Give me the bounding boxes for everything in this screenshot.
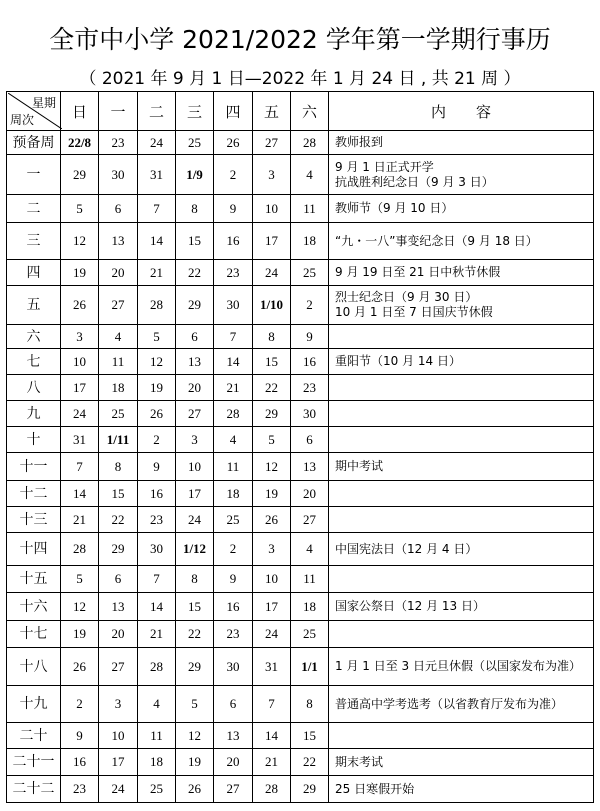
date-cell: 27 bbox=[214, 776, 253, 803]
date-cell: 21 bbox=[214, 375, 253, 401]
content-header: 内 容 bbox=[329, 92, 594, 131]
date-cell: 25 bbox=[138, 776, 176, 803]
table-row bbox=[7, 427, 594, 453]
content-cell bbox=[329, 286, 594, 325]
day-header: 二 bbox=[138, 92, 176, 131]
table-row bbox=[7, 507, 594, 533]
content-cell bbox=[329, 260, 594, 286]
table-row bbox=[7, 723, 594, 749]
date-cell: 16 bbox=[214, 593, 253, 621]
date-cell: 12 bbox=[138, 349, 176, 375]
date-cell: 16 bbox=[61, 749, 99, 776]
week-cell: 七 bbox=[7, 349, 61, 375]
week-cell: 十九 bbox=[7, 686, 61, 723]
content-cell bbox=[329, 155, 594, 195]
date-cell: 31 bbox=[61, 427, 99, 453]
table-row bbox=[7, 286, 594, 325]
table-row bbox=[7, 375, 594, 401]
date-cell: 29 bbox=[176, 286, 214, 325]
date-cell: 30 bbox=[291, 401, 329, 427]
date-cell: 22 bbox=[176, 260, 214, 286]
content-cell bbox=[329, 131, 594, 155]
content-cell bbox=[329, 593, 594, 621]
date-cell: 20 bbox=[99, 621, 138, 648]
date-cell: 9 bbox=[214, 566, 253, 593]
date-cell: 10 bbox=[253, 195, 291, 223]
date-cell: 4 bbox=[138, 686, 176, 723]
date-cell: 21 bbox=[138, 260, 176, 286]
date-cell: 9 bbox=[291, 325, 329, 349]
date-cell: 19 bbox=[138, 375, 176, 401]
date-cell: 7 bbox=[138, 566, 176, 593]
date-cell: 27 bbox=[99, 286, 138, 325]
table-row bbox=[7, 533, 594, 566]
content-cell bbox=[329, 453, 594, 481]
date-cell: 6 bbox=[291, 427, 329, 453]
date-cell: 23 bbox=[291, 375, 329, 401]
date-cell: 29 bbox=[99, 533, 138, 566]
page-title: 全市中小学 2021/2022 学年第一学期行事历 bbox=[49, 25, 551, 54]
week-cell: 十二 bbox=[7, 481, 61, 507]
content-line: 教师报到 bbox=[335, 135, 384, 149]
date-cell: 18 bbox=[138, 749, 176, 776]
header-row bbox=[7, 92, 594, 131]
content-line: 烈士纪念日（9 月 30 日） bbox=[335, 290, 478, 304]
content-cell bbox=[329, 195, 594, 223]
week-cell: 九 bbox=[7, 401, 61, 427]
date-cell: 27 bbox=[176, 401, 214, 427]
content-cell bbox=[329, 427, 594, 453]
corner-label-week: 周次 bbox=[10, 113, 35, 127]
date-cell: 13 bbox=[291, 453, 329, 481]
date-cell: 17 bbox=[253, 593, 291, 621]
week-cell: 六 bbox=[7, 325, 61, 349]
page-subtitle: （ 2021 年 9 月 1 日—2022 年 1 月 24 日 , 共 21 周 ） bbox=[79, 69, 521, 89]
date-cell: 4 bbox=[99, 325, 138, 349]
date-cell: 29 bbox=[253, 401, 291, 427]
week-cell: 十五 bbox=[7, 566, 61, 593]
date-cell: 2 bbox=[138, 427, 176, 453]
date-cell: 15 bbox=[253, 349, 291, 375]
content-line: 国家公祭日（12 月 13 日） bbox=[335, 599, 485, 613]
date-cell: 28 bbox=[138, 648, 176, 686]
date-cell: 22 bbox=[253, 375, 291, 401]
date-cell: 31 bbox=[253, 648, 291, 686]
corner-header-cell bbox=[7, 92, 61, 131]
content-line: 普通高中学考选考（以省教育厅发布为准） bbox=[335, 696, 564, 711]
content-cell bbox=[329, 401, 594, 427]
day-header: 五 bbox=[253, 92, 291, 131]
date-cell: 26 bbox=[61, 648, 99, 686]
week-cell: 十 bbox=[7, 427, 61, 453]
week-cell: 十四 bbox=[7, 533, 61, 566]
date-cell: 11 bbox=[291, 195, 329, 223]
table-row bbox=[7, 401, 594, 427]
date-cell: 5 bbox=[253, 427, 291, 453]
content-line: 9 月 1 日正式开学 bbox=[335, 159, 434, 174]
date-cell: 8 bbox=[291, 686, 329, 723]
date-cell: 26 bbox=[253, 507, 291, 533]
table-row bbox=[7, 195, 594, 223]
corner-label-weekday: 星期 bbox=[31, 96, 56, 110]
date-cell: 15 bbox=[176, 223, 214, 260]
week-cell: 一 bbox=[7, 155, 61, 195]
date-cell: 9 bbox=[138, 453, 176, 481]
date-cell: 16 bbox=[138, 481, 176, 507]
content-line: “九・一八”事变纪念日（9 月 18 日） bbox=[335, 233, 538, 248]
content-line: 抗战胜利纪念日（9 月 3 日） bbox=[335, 174, 494, 189]
date-cell: 27 bbox=[99, 648, 138, 686]
date-cell: 18 bbox=[99, 375, 138, 401]
content-cell bbox=[329, 723, 594, 749]
date-cell: 28 bbox=[138, 286, 176, 325]
date-cell: 13 bbox=[176, 349, 214, 375]
content-line: 期中考试 bbox=[335, 459, 384, 473]
date-cell: 30 bbox=[214, 286, 253, 325]
date-cell: 5 bbox=[176, 686, 214, 723]
date-cell: 26 bbox=[214, 131, 253, 155]
date-cell: 15 bbox=[99, 481, 138, 507]
content-cell bbox=[329, 566, 594, 593]
date-cell: 3 bbox=[61, 325, 99, 349]
week-cell: 五 bbox=[7, 286, 61, 325]
date-cell: 1/1 bbox=[291, 648, 329, 686]
date-cell: 6 bbox=[176, 325, 214, 349]
date-cell: 30 bbox=[99, 155, 138, 195]
table-row bbox=[7, 325, 594, 349]
date-cell: 23 bbox=[61, 776, 99, 803]
date-cell: 2 bbox=[214, 533, 253, 566]
date-cell: 18 bbox=[214, 481, 253, 507]
date-cell: 20 bbox=[214, 749, 253, 776]
date-cell: 26 bbox=[176, 776, 214, 803]
content-line: 期末考试 bbox=[335, 754, 384, 769]
date-cell: 4 bbox=[291, 533, 329, 566]
date-cell: 16 bbox=[214, 223, 253, 260]
table-row bbox=[7, 481, 594, 507]
content-line: 中国宪法日（12 月 4 日） bbox=[335, 541, 478, 556]
content-line: 重阳节（10 月 14 日） bbox=[335, 354, 461, 368]
date-cell: 6 bbox=[99, 566, 138, 593]
date-cell: 7 bbox=[138, 195, 176, 223]
date-cell: 3 bbox=[253, 533, 291, 566]
date-cell: 17 bbox=[99, 749, 138, 776]
day-header: 一 bbox=[99, 92, 138, 131]
table-row bbox=[7, 776, 594, 803]
date-cell: 23 bbox=[214, 260, 253, 286]
day-header: 六 bbox=[291, 92, 329, 131]
date-cell: 18 bbox=[291, 223, 329, 260]
date-cell: 10 bbox=[176, 453, 214, 481]
week-cell: 三 bbox=[7, 223, 61, 260]
date-cell: 12 bbox=[253, 453, 291, 481]
date-cell: 4 bbox=[214, 427, 253, 453]
date-cell: 10 bbox=[61, 349, 99, 375]
date-cell: 22 bbox=[291, 749, 329, 776]
table-row bbox=[7, 686, 594, 723]
date-cell: 25 bbox=[291, 621, 329, 648]
date-cell: 29 bbox=[176, 648, 214, 686]
table-row bbox=[7, 131, 594, 155]
date-cell: 1/9 bbox=[176, 155, 214, 195]
date-cell: 7 bbox=[214, 325, 253, 349]
date-cell: 28 bbox=[214, 401, 253, 427]
date-cell: 23 bbox=[138, 507, 176, 533]
date-cell: 18 bbox=[291, 593, 329, 621]
content-cell bbox=[329, 533, 594, 566]
date-cell: 29 bbox=[291, 776, 329, 803]
date-cell: 24 bbox=[61, 401, 99, 427]
date-cell: 3 bbox=[253, 155, 291, 195]
date-cell: 2 bbox=[291, 286, 329, 325]
date-cell: 14 bbox=[138, 223, 176, 260]
week-cell: 十三 bbox=[7, 507, 61, 533]
date-cell: 24 bbox=[99, 776, 138, 803]
date-cell: 20 bbox=[99, 260, 138, 286]
content-cell bbox=[329, 375, 594, 401]
date-cell: 8 bbox=[176, 195, 214, 223]
date-cell: 22/8 bbox=[61, 131, 99, 155]
date-cell: 13 bbox=[99, 593, 138, 621]
date-cell: 9 bbox=[61, 723, 99, 749]
date-cell: 25 bbox=[99, 401, 138, 427]
date-cell: 28 bbox=[291, 131, 329, 155]
date-cell: 1/11 bbox=[99, 427, 138, 453]
week-cell: 十八 bbox=[7, 648, 61, 686]
date-cell: 16 bbox=[291, 349, 329, 375]
week-cell: 二十二 bbox=[7, 776, 61, 803]
date-cell: 20 bbox=[291, 481, 329, 507]
content-cell bbox=[329, 223, 594, 260]
table-row bbox=[7, 621, 594, 648]
date-cell: 27 bbox=[253, 131, 291, 155]
content-cell bbox=[329, 749, 594, 776]
date-cell: 24 bbox=[176, 507, 214, 533]
date-cell: 20 bbox=[176, 375, 214, 401]
content-line: 9 月 19 日至 21 日中秋节休假 bbox=[335, 265, 501, 279]
date-cell: 5 bbox=[61, 195, 99, 223]
week-cell: 十六 bbox=[7, 593, 61, 621]
date-cell: 8 bbox=[176, 566, 214, 593]
date-cell: 17 bbox=[61, 375, 99, 401]
table-row bbox=[7, 749, 594, 776]
date-cell: 21 bbox=[61, 507, 99, 533]
date-cell: 13 bbox=[99, 223, 138, 260]
date-cell: 22 bbox=[99, 507, 138, 533]
date-cell: 2 bbox=[61, 686, 99, 723]
date-cell: 19 bbox=[176, 749, 214, 776]
content-line: 25 日寒假开始 bbox=[335, 781, 415, 796]
date-cell: 14 bbox=[61, 481, 99, 507]
week-cell: 十一 bbox=[7, 453, 61, 481]
date-cell: 24 bbox=[253, 621, 291, 648]
day-header: 四 bbox=[214, 92, 253, 131]
date-cell: 27 bbox=[291, 507, 329, 533]
date-cell: 5 bbox=[138, 325, 176, 349]
date-cell: 8 bbox=[99, 453, 138, 481]
date-cell: 7 bbox=[253, 686, 291, 723]
table-row bbox=[7, 566, 594, 593]
calendar-table bbox=[6, 91, 594, 803]
content-cell bbox=[329, 776, 594, 803]
date-cell: 17 bbox=[253, 223, 291, 260]
date-cell: 1/12 bbox=[176, 533, 214, 566]
date-cell: 19 bbox=[61, 621, 99, 648]
date-cell: 14 bbox=[138, 593, 176, 621]
table-row bbox=[7, 648, 594, 686]
date-cell: 3 bbox=[99, 686, 138, 723]
date-cell: 14 bbox=[214, 349, 253, 375]
content-line: 10 月 1 日至 7 日国庆节休假 bbox=[335, 305, 493, 319]
date-cell: 10 bbox=[99, 723, 138, 749]
content-cell bbox=[329, 325, 594, 349]
date-cell: 23 bbox=[214, 621, 253, 648]
day-header: 日 bbox=[61, 92, 99, 131]
date-cell: 29 bbox=[61, 155, 99, 195]
date-cell: 28 bbox=[61, 533, 99, 566]
date-cell: 25 bbox=[291, 260, 329, 286]
table-row bbox=[7, 349, 594, 375]
date-cell: 24 bbox=[138, 131, 176, 155]
date-cell: 22 bbox=[176, 621, 214, 648]
date-cell: 4 bbox=[291, 155, 329, 195]
date-cell: 21 bbox=[253, 749, 291, 776]
date-cell: 15 bbox=[291, 723, 329, 749]
date-cell: 1/10 bbox=[253, 286, 291, 325]
date-cell: 11 bbox=[291, 566, 329, 593]
date-cell: 25 bbox=[214, 507, 253, 533]
date-cell: 23 bbox=[99, 131, 138, 155]
table-row bbox=[7, 260, 594, 286]
week-cell: 二 bbox=[7, 195, 61, 223]
date-cell: 9 bbox=[214, 195, 253, 223]
week-cell: 八 bbox=[7, 375, 61, 401]
date-cell: 12 bbox=[61, 593, 99, 621]
table-row bbox=[7, 593, 594, 621]
date-cell: 11 bbox=[214, 453, 253, 481]
date-cell: 12 bbox=[176, 723, 214, 749]
date-cell: 26 bbox=[138, 401, 176, 427]
date-cell: 11 bbox=[99, 349, 138, 375]
content-cell bbox=[329, 349, 594, 375]
date-cell: 6 bbox=[99, 195, 138, 223]
date-cell: 17 bbox=[176, 481, 214, 507]
date-cell: 15 bbox=[176, 593, 214, 621]
table-row bbox=[7, 155, 594, 195]
content-cell bbox=[329, 621, 594, 648]
date-cell: 14 bbox=[253, 723, 291, 749]
date-cell: 31 bbox=[138, 155, 176, 195]
date-cell: 19 bbox=[253, 481, 291, 507]
day-header: 三 bbox=[176, 92, 214, 131]
date-cell: 11 bbox=[138, 723, 176, 749]
date-cell: 5 bbox=[61, 566, 99, 593]
content-cell bbox=[329, 481, 594, 507]
content-line: 1 月 1 日至 3 日元旦休假（以国家发布为准） bbox=[335, 659, 581, 673]
week-cell: 预备周 bbox=[7, 131, 61, 155]
date-cell: 12 bbox=[61, 223, 99, 260]
table-row bbox=[7, 223, 594, 260]
date-cell: 26 bbox=[61, 286, 99, 325]
week-cell: 十七 bbox=[7, 621, 61, 648]
date-cell: 30 bbox=[214, 648, 253, 686]
week-cell: 四 bbox=[7, 260, 61, 286]
date-cell: 3 bbox=[176, 427, 214, 453]
week-cell: 二十 bbox=[7, 723, 61, 749]
date-cell: 25 bbox=[176, 131, 214, 155]
date-cell: 6 bbox=[214, 686, 253, 723]
date-cell: 28 bbox=[253, 776, 291, 803]
content-cell bbox=[329, 686, 594, 723]
date-cell: 2 bbox=[214, 155, 253, 195]
content-line: 教师节（9 月 10 日） bbox=[335, 201, 454, 215]
date-cell: 30 bbox=[138, 533, 176, 566]
table-row bbox=[7, 453, 594, 481]
week-cell: 二十一 bbox=[7, 749, 61, 776]
date-cell: 8 bbox=[253, 325, 291, 349]
date-cell: 24 bbox=[253, 260, 291, 286]
date-cell: 13 bbox=[214, 723, 253, 749]
date-cell: 21 bbox=[138, 621, 176, 648]
date-cell: 10 bbox=[253, 566, 291, 593]
content-cell bbox=[329, 648, 594, 686]
date-cell: 19 bbox=[61, 260, 99, 286]
content-cell bbox=[329, 507, 594, 533]
date-cell: 7 bbox=[61, 453, 99, 481]
